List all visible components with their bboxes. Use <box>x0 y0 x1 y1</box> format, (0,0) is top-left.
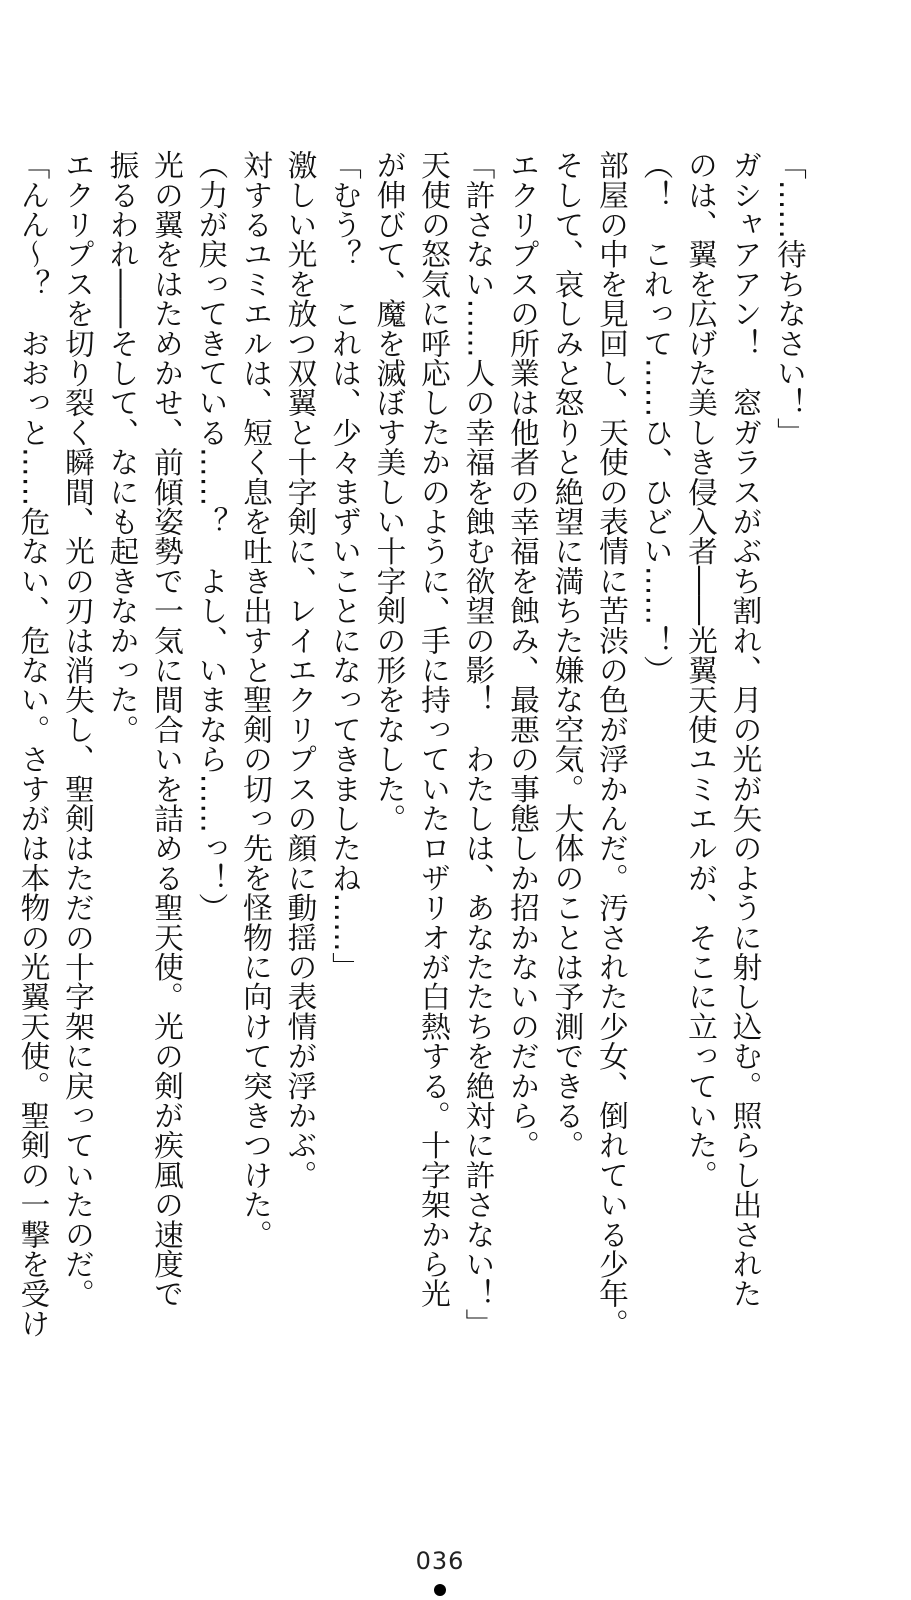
page-marker-dot <box>434 1584 446 1596</box>
text-line: 光の翼をはためかせ、前傾姿勢で一気に間合いを詰める聖天使。光の剣が疾風の速度で <box>149 150 184 1309</box>
text-line: 天使の怒気に呼応したかのように、手に持っていたロザリオが白熱する。十字架から光 <box>416 150 451 1309</box>
text-line: 「むう？ これは、少々まずいことになってきましたね……」 <box>327 150 362 982</box>
text-line: そして、哀しみと怒りと絶望に満ちた嫌な空気。大体のことは予測できる。 <box>549 150 585 1160</box>
text-line: エクリプスを切り裂く瞬間、光の刃は消失し、聖剣はただの十字架に戻っていたのだ。 <box>60 150 95 1309</box>
vertical-text-body <box>10 150 811 1338</box>
text-line: 激しい光を放つ双翼と十字剣に、レイエクリプスの顔に動揺の表情が浮かぶ。 <box>282 150 318 1190</box>
text-line: 部屋の中を見回し、天使の表情に苦渋の色が浮かんだ。汚された少女、倒れている少年。 <box>594 150 629 1338</box>
text-line: エクリプスの所業は他者の幸福を蝕み、最悪の事態しか招かないのだから。 <box>505 150 540 1160</box>
text-line: のは、翼を広げた美しき侵入者――光翼天使ユミエルが、そこに立っていた。 <box>683 150 718 1190</box>
text-line: 「許さない……人の幸福を蝕む欲望の影！ わたしは、あなたたちを絶対に許さない！」 <box>460 150 496 1338</box>
text-line: （！ これって……ひ、ひどい……！） <box>638 150 674 685</box>
page-number: 036 <box>415 1547 465 1575</box>
text-line: 振るわれ――そして、なにも起きなかった。 <box>104 150 140 744</box>
text-line: 対するユミエルは、短く息を吐き出すと聖剣の切っ先を怪物に向けて突きつけた。 <box>238 150 273 1249</box>
text-line: が伸びて、魔を滅ぼす美しい十字剣の形をなした。 <box>371 150 407 834</box>
text-line: 「んん～？ おおっと……危ない、危ない。さすがは本物の光翼天使。聖剣の一撃を受け <box>15 150 51 1338</box>
text-line: ガシャアアン！ 窓ガラスがぶち割れ、月の光が矢のように射し込む。照らし出された <box>727 150 763 1309</box>
text-line: （力が戻ってきている……？ よし、いまなら……っ！） <box>193 150 229 923</box>
text-line: 「……待ちなさい！」 <box>772 150 807 447</box>
